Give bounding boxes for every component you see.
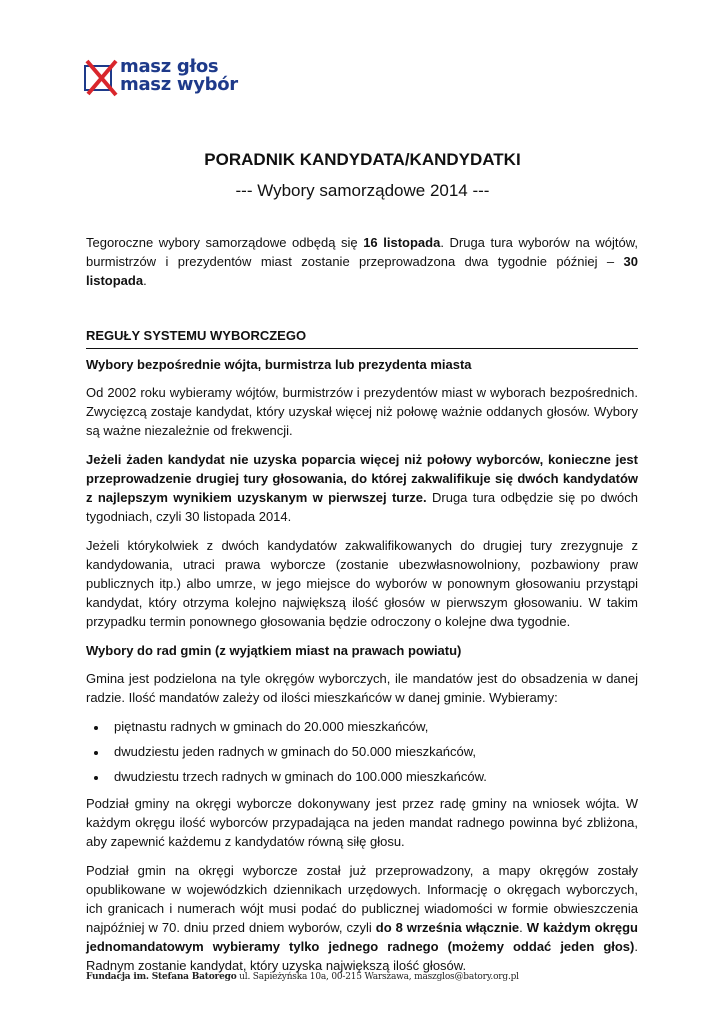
ballot-x-icon bbox=[84, 58, 120, 98]
logo bbox=[84, 58, 244, 100]
logo-text bbox=[120, 58, 238, 94]
paragraph-4: Gmina jest podzielona na tyle okręgów wyborczych, ile mandatów jest do obsadzenia w danej radzie. Ilość mandatów zależy od ilości mieszkańców w danej gminie. Wybieramy: bbox=[86, 671, 638, 705]
intro-paragraph: Tegoroczne wybory samorządowe odbędą się 16 listopada. Druga tura wyborów na wójtów, burmistrzów i prezydentów miast zostanie przeprowadzona dwa tygodnie później – 30 listopada. bbox=[86, 235, 639, 288]
paragraph-1: Od 2002 roku wybieramy wójtów, burmistrzów i prezydentów miast w wyborach bezpośrednich. Zwycięzcą zostaje kandydat, który uzyskał więcej niż połowę ważnie oddanych głosów. Wybory są ważne niezależnie od frekwencji. bbox=[86, 385, 638, 438]
document-body bbox=[86, 233, 638, 985]
paragraph-6: Podział gmin na okręgi wyborcze został już przeprowadzony, a mapy okręgów zostały opublikowane w wojewódzkich dziennikach urzędowych. Informację o okręgach wyborczych, ich granicach i numerach wójt musi podać do publicznej wiadomości w formie obwieszczenia najpóźniej w 70. dniu przed dniem wyborów, czyli do 8 września włącznie. W każdym okręgu jednomandatowym wybieramy tylko jednego radnego (możemy oddać jeden głos). Radnym zostanie kandydat, który uzyska największą ilość głosów. bbox=[86, 863, 638, 973]
footer: Fundacja im. Stefana Batorego ul. Sapieżyńska 10a, 00-215 Warszawa, maszglos@batory.org.pl bbox=[86, 972, 519, 982]
list-item: • piętnastu radnych w gminach do 20.000 mieszkańców, bbox=[108, 717, 638, 736]
subheading-mayor-elections: Wybory bezpośrednie wójta, burmistrza lub prezydenta miasta bbox=[86, 357, 472, 372]
list-item: • dwudziestu jeden radnych w gminach do 50.000 mieszkańców, bbox=[108, 742, 638, 761]
document-title: PORADNIK KANDYDATA/KANDYDATKI bbox=[204, 150, 521, 169]
paragraph-5: Podział gminy na okręgi wyborcze dokonywany jest przez radę gminy na wniosek wójta. W każdym okręgu ilość wyborców przypadająca na jeden mandat radnego powinna być zbliżona, aby zapewnić każdemu z kandydatów równą siłę głosu. bbox=[86, 796, 638, 849]
logo-line-1: masz głos bbox=[120, 56, 219, 77]
section-heading: REGUŁY SYSTEMU WYBORCZEGO bbox=[86, 326, 638, 349]
document-subtitle: --- Wybory samorządowe 2014 --- bbox=[235, 181, 490, 200]
paragraph-3: Jeżeli którykolwiek z dwóch kandydatów zakwalifikowanych do drugiej tury zrezygnuje z kandydowania, utraci prawa wyborcze (zostanie ubezwłasnowolniony, pozbawiony praw publicznych itp.) albo umrze, w jego miejsce do wyborów w ponownym głosowaniu przystąpi kandydat, który otrzyma kolejno największą ilość głosów w pierwszym głosowaniu. W takim przypadku termin ponownego głosowania będzie odroczony o kolejne dwa tygodnie. bbox=[86, 538, 638, 629]
councillor-count-list bbox=[86, 717, 638, 786]
paragraph-2: Jeżeli żaden kandydat nie uzyska poparcia więcej niż połowy wyborców, konieczne jest przeprowadzenie drugiej tury głosowania, do której zakwalifikuje się dwóch kandydatów z najlepszym wynikiem uzyskanym w pierwszej turze. Druga tura odbędzie się po dwóch tygodniach, czyli 30 listopada 2014. bbox=[86, 452, 638, 524]
logo-line-2: masz wybór bbox=[120, 74, 238, 95]
subheading-council-elections: Wybory do rad gmin (z wyjątkiem miast na prawach powiatu) bbox=[86, 643, 462, 658]
list-item: • dwudziestu trzech radnych w gminach do 100.000 mieszkańców. bbox=[108, 767, 638, 786]
